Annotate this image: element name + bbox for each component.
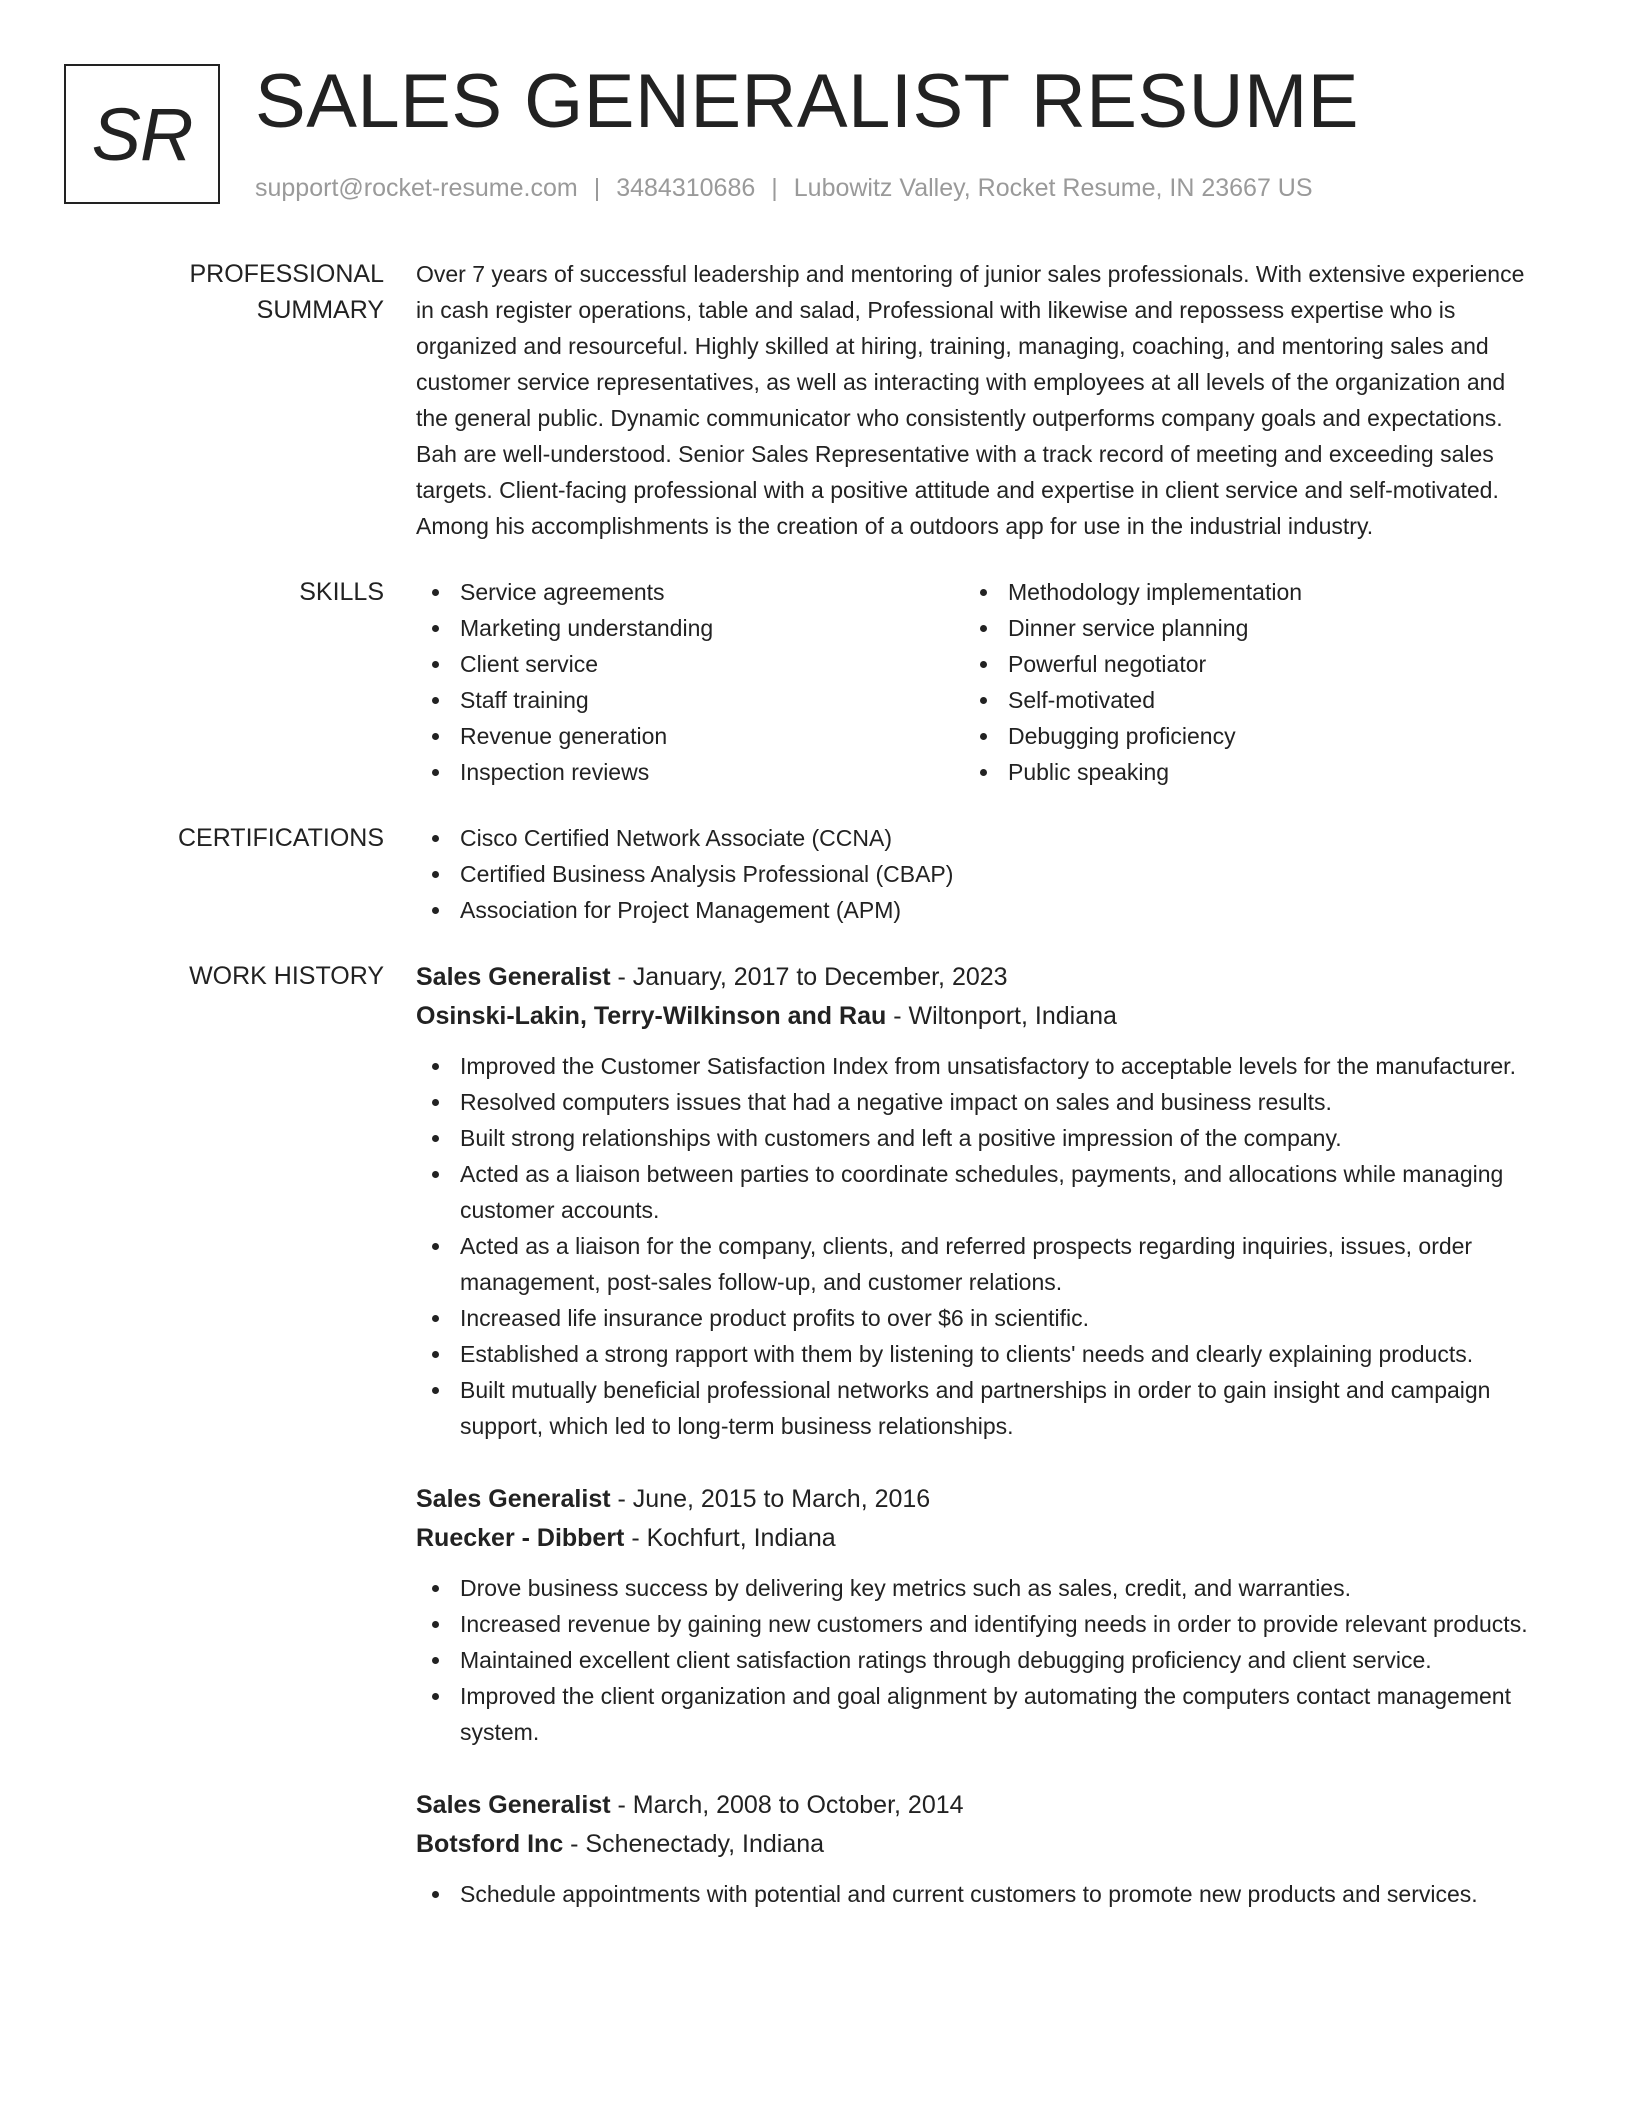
job-title-line xyxy=(416,1480,1568,1519)
job-title-line xyxy=(416,958,1568,997)
contact-phone: 3484310686 xyxy=(616,174,756,202)
job-entry xyxy=(416,958,1568,1444)
job-location: - Schenectady, Indiana xyxy=(563,1830,825,1858)
job-dates: - June, 2015 to March, 2016 xyxy=(610,1485,931,1513)
work-history-section xyxy=(64,958,1568,1948)
skill-item: Revenue generation xyxy=(416,718,964,754)
job-dates: - January, 2017 to December, 2023 xyxy=(610,963,1008,991)
section-heading-work-history: WORK HISTORY xyxy=(189,962,384,990)
resume-header xyxy=(64,59,1568,214)
skill-item: Self-motivated xyxy=(964,682,1512,718)
job-title: Sales Generalist xyxy=(416,1791,611,1819)
skills-content xyxy=(416,574,1568,790)
skills-column-1 xyxy=(416,574,964,790)
skill-item: Marketing understanding xyxy=(416,610,964,646)
job-company-line xyxy=(416,997,1568,1036)
section-heading-certifications: CERTIFICATIONS xyxy=(177,824,384,852)
job-company: Ruecker - Dibbert xyxy=(416,1524,625,1552)
contact-separator: | xyxy=(771,174,778,202)
summary-section xyxy=(64,256,1568,544)
initials-monogram: SR xyxy=(64,64,220,204)
work-history-content xyxy=(416,958,1568,1948)
skill-item: Client service xyxy=(416,646,964,682)
job-bullet: Built strong relationships with customers and left a positive impression of the company. xyxy=(416,1120,1528,1156)
job-location: - Kochfurt, Indiana xyxy=(624,1524,836,1552)
job-entry xyxy=(416,1480,1568,1750)
job-title: Sales Generalist xyxy=(416,963,611,991)
job-bullet: Established a strong rapport with them by listening to clients' needs and clearly explaining products. xyxy=(416,1336,1528,1372)
section-heading-summary: PROFESSIONAL SUMMARY xyxy=(189,260,384,324)
contact-email: support@rocket-resume.com xyxy=(255,174,578,202)
job-company: Botsford Inc xyxy=(416,1830,564,1858)
certifications-content xyxy=(416,820,1568,928)
job-bullets xyxy=(416,1876,1568,1912)
job-bullet: Acted as a liaison between parties to coordinate schedules, payments, and allocations while managing customer accounts. xyxy=(416,1156,1528,1228)
job-location: - Wiltonport, Indiana xyxy=(886,1002,1117,1030)
section-heading-skills: SKILLS xyxy=(299,578,384,606)
contact-separator: | xyxy=(593,174,601,202)
skill-item: Debugging proficiency xyxy=(964,718,1512,754)
certification-item: Association for Project Management (APM) xyxy=(416,892,1568,928)
job-bullet: Improved the client organization and goal alignment by automating the computers contact management system. xyxy=(416,1678,1528,1750)
job-bullet: Increased revenue by gaining new customers and identifying needs in order to provide relevant products. xyxy=(416,1606,1528,1642)
skill-item: Service agreements xyxy=(416,574,964,610)
skill-item: Public speaking xyxy=(964,754,1512,790)
job-entry xyxy=(416,1786,1568,1912)
job-bullet: Maintained excellent client satisfaction ratings through debugging proficiency and client service. xyxy=(416,1642,1528,1678)
resume-title: SALES GENERALIST RESUME xyxy=(255,59,1359,144)
skills-column-2 xyxy=(964,574,1512,790)
job-bullets xyxy=(416,1570,1568,1750)
job-bullets xyxy=(416,1048,1568,1444)
skill-item: Dinner service planning xyxy=(964,610,1512,646)
summary-content xyxy=(416,256,1568,544)
certifications-list xyxy=(416,820,1568,928)
certifications-section xyxy=(64,820,1568,928)
job-bullet: Improved the Customer Satisfaction Index from unsatisfactory to acceptable levels for the manufacturer. xyxy=(416,1048,1528,1084)
resume-body xyxy=(64,256,1568,1978)
job-bullet: Built mutually beneficial professional networks and partnerships in order to gain insight and campaign support, which led to long-term business relationships. xyxy=(416,1372,1528,1444)
certification-item: Certified Business Analysis Professional (CBAP) xyxy=(416,856,1568,892)
job-bullet: Drove business success by delivering key metrics such as sales, credit, and warranties. xyxy=(416,1570,1528,1606)
job-bullet: Acted as a liaison for the company, clients, and referred prospects regarding inquiries, issues, order management, post-sales follow-up, and customer relations. xyxy=(416,1228,1528,1300)
job-company: Osinski-Lakin, Terry-Wilkinson and Rau xyxy=(416,1002,887,1030)
summary-text: Over 7 years of successful leadership and mentoring of junior sales professionals. With extensive experience in cash register operations, table and salad, Professional with likewise and repossess expertise who is organized and resourceful. Highly skilled at hiring, training, managing, coaching, and mentoring sales and customer service representatives, as well as interacting with employees at all levels of the organization and the general public. Dynamic communicator who consistently outperforms company goals and expectations. Bah are well-understood. Senior Sales Representative with a track record of meeting and exceeding sales targets. Client-facing professional with a positive attitude and expertise in client service and self-motivated. Among his accomplishments is the creation of a outdoors app for use in the industrial industry. xyxy=(416,261,1525,539)
job-company-line xyxy=(416,1519,1568,1558)
job-title: Sales Generalist xyxy=(416,1485,611,1513)
job-dates: - March, 2008 to October, 2014 xyxy=(610,1791,964,1819)
skill-item: Inspection reviews xyxy=(416,754,964,790)
skill-item: Methodology implementation xyxy=(964,574,1512,610)
job-title-line xyxy=(416,1786,1568,1825)
certification-item: Cisco Certified Network Associate (CCNA) xyxy=(416,820,1568,856)
job-company-line xyxy=(416,1825,1568,1864)
skill-item: Powerful negotiator xyxy=(964,646,1512,682)
job-bullet: Increased life insurance product profits to over $6 in scientific. xyxy=(416,1300,1528,1336)
job-bullet: Schedule appointments with potential and current customers to promote new products and services. xyxy=(416,1876,1528,1912)
skill-item: Staff training xyxy=(416,682,964,718)
contact-line xyxy=(255,174,1313,203)
job-bullet: Resolved computers issues that had a negative impact on sales and business results. xyxy=(416,1084,1528,1120)
contact-address: Lubowitz Valley, Rocket Resume, IN 23667 US xyxy=(793,174,1313,202)
skills-section xyxy=(64,574,1568,790)
